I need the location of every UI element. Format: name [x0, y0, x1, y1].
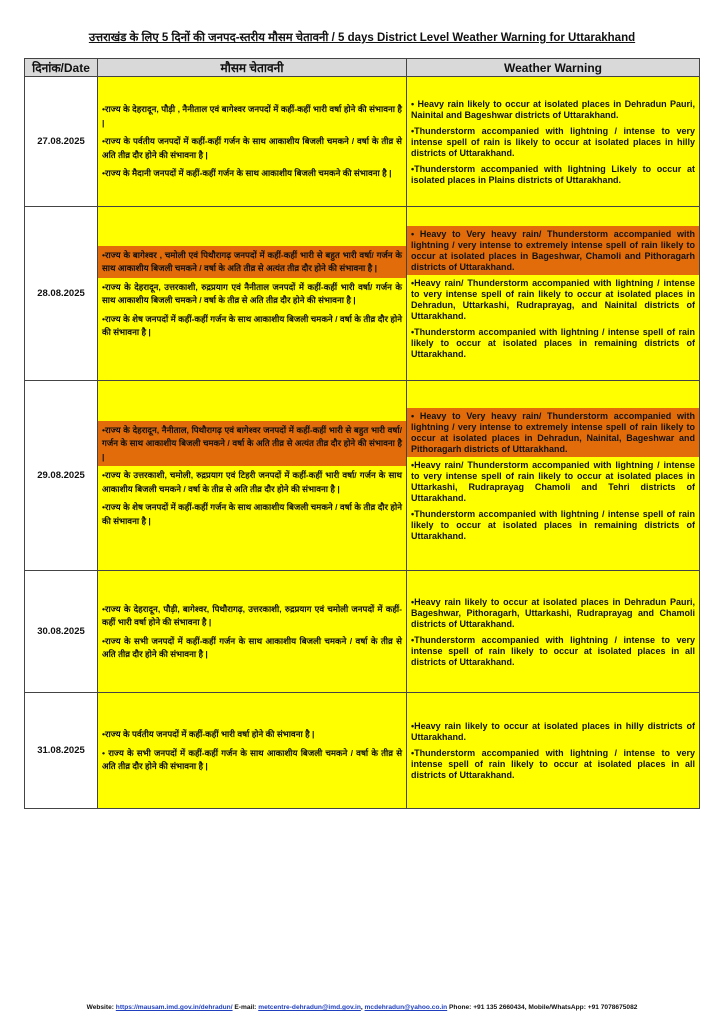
english-warning-cell	[407, 693, 700, 809]
hindi-warning-bullet: •राज्य के देहरादून, नैनीताल, पिथौरागढ़ एवं बागेश्वर जनपदों में कहीं-कहीं भारी से बहुत भारी वर्षा/ गर्जन के साथ आकाशीय बिजली चमकने / वर्षा के अति तीव्र से अत्यंत तीव्र दौर होने की संभावना है |	[98, 421, 406, 467]
hindi-warning-bullet: •राज्य के देहरादून, पौड़ी, बागेश्वर, पिथौरागढ़, उत्तरकाशी, रुद्रप्रयाग एवं चमोली जनपदों में कहीं-कहीं भारी वर्षा होने की संभावना है |	[102, 603, 402, 627]
table-row	[25, 77, 700, 207]
english-warning-bullet: • Heavy rain likely to occur at isolated places in Dehradun Pauri, Nainital and Bageshwar districts of Uttarakhand.	[411, 98, 695, 120]
footer-sep: ,	[360, 1004, 365, 1011]
english-warning-cell	[407, 571, 700, 693]
hindi-warning-bullet: • राज्य के सभी जनपदों में कहीं-कहीं गर्जन के साथ आकाशीय बिजली चमकने / वर्षा के तीव्र से अति तीव्र दौर होने की संभावना है |	[102, 747, 402, 772]
hindi-warning-cell	[98, 77, 407, 207]
english-warning-bullet: •Heavy rain/ Thunderstorm accompanied with lightning / intense to very intense spell of rain likely to occur at isolated places in Dehradun, Uttarkashi, Rudraprayag, and Nainital districts of Uttarakhand.	[411, 277, 695, 321]
footer-email-link-1[interactable]: metcentre-dehradun@imd.gov.in	[258, 1004, 361, 1011]
hindi-warning-bullet: •राज्य के पर्वतीय जनपदों में कहीं-कहीं गर्जन के साथ आकाशीय बिजली चमकने / वर्षा के तीव्र से अति तीव्र दौर होने की संभावना है |	[102, 136, 402, 160]
table-row	[25, 381, 700, 571]
english-warning-bullet: • Heavy to Very heavy rain/ Thunderstorm accompanied with lightning / very intense to extremely intense spell of rain likely to occur at isolated places in Dehradun, Nainital, Bageshwar and Pithoragarh districts of Uttarakhand.	[407, 408, 699, 457]
english-warning-cell	[407, 207, 700, 381]
english-warning-bullet: •Thunderstorm accompanied with lightning / intense to very intense spell of rain likely to occur at isolated places in all districts of Uttarakhand.	[411, 748, 695, 780]
english-warning-cell	[407, 381, 700, 571]
footer-website-link[interactable]: https://mausam.imd.gov.in/dehradun/	[115, 1004, 233, 1011]
table-row	[25, 207, 700, 381]
page-title: उत्तराखंड के लिए 5 दिनों की जनपद-स्तरीय मौसम चेतावनी / 5 days District Level Weather Warning for Uttarakhand	[88, 32, 636, 44]
hindi-warning-bullet: •राज्य के मैदानी जनपदों में कहीं-कहीं गर्जन के साथ आकाशीय बिजली चमकने की संभावना है |	[102, 168, 392, 179]
english-warning-bullet: •Thunderstorm accompanied with lightning / intense spell of rain likely to occur at isolated places in remaining districts of Uttarakhand.	[411, 508, 695, 541]
hindi-warning-cell	[98, 571, 407, 693]
footer-website-label: Website:	[86, 1004, 116, 1011]
footer-phone: Phone: +91 135 2660434, Mobile/WhatsApp: +91 7078675082	[447, 1004, 638, 1011]
hindi-warning-bullet: •राज्य के शेष जनपदों में कहीं-कहीं गर्जन के साथ आकाशीय बिजली चमकने / वर्षा के तीव्र दौर होने की संभावना है |	[102, 313, 402, 337]
table-row	[25, 693, 700, 809]
hindi-warning-bullet: •राज्य के शेष जनपदों में कहीं-कहीं गर्जन के साथ आकाशीय बिजली चमकने / वर्षा के तीव्र दौर होने की संभावना है |	[102, 502, 402, 526]
hindi-warning-bullet: •राज्य के देहरादून, उत्तरकाशी, रुद्रप्रयाग एवं नैनीताल जनपदों में कहीं-कहीं भारी वर्षा/ गर्जन के साथ आकाशीय बिजली चमकने / वर्षा के तीव्र से अति तीव्र दौर होने की संभावना है |	[102, 281, 402, 305]
english-warning-cell	[407, 77, 700, 207]
warning-table	[24, 58, 700, 809]
english-warning-bullet: •Thunderstorm accompanied with lightning / intense to very intense spell of rain likely to occur at isolated places in all districts of Uttarakhand.	[411, 634, 695, 667]
table-header-row	[25, 59, 700, 77]
footer-email-link-2[interactable]: mcdehradun@yahoo.co.in	[364, 1004, 448, 1011]
hindi-warning-cell	[98, 381, 407, 571]
row-date: 30.08.2025	[25, 571, 98, 693]
table-row	[25, 571, 700, 693]
hindi-warning-bullet: •राज्य के देहरादून, पौड़ी , नैनीताल एवं बागेश्वर जनपदों में कहीं-कहीं भारी वर्षा होने की संभावना है |	[102, 104, 402, 128]
footer	[0, 1004, 724, 1011]
english-warning-bullet: •Heavy rain/ Thunderstorm accompanied with lightning / intense to very intense spell of rain likely to occur at isolated places in Uttarkashi, Rudraprayag Chamoli and Tehri districts of Uttarakhand.	[411, 459, 695, 503]
header-english-warning: Weather Warning	[407, 59, 700, 77]
hindi-warning-bullet: •राज्य के सभी जनपदों में कहीं-कहीं गर्जन के साथ आकाशीय बिजली चमकने / वर्षा के तीव्र से अति तीव्र दौर होने की संभावना है |	[102, 635, 402, 659]
english-warning-bullet: •Thunderstorm accompanied with lightning / intense to very intense spell of rain is likely to occur at isolated places in hilly districts of Uttarakhand.	[411, 125, 695, 158]
english-warning-bullet: •Thunderstorm accompanied with lightning / intense spell of rain likely to occur at isolated places in remaining districts of Uttarakhand.	[411, 326, 695, 359]
row-date: 29.08.2025	[25, 381, 98, 571]
hindi-warning-bullet: •राज्य के बागेश्वर , चमोली एवं पिथौरागढ़ जनपदों में कहीं-कहीं भारी से बहुत भारी वर्षा/ गर्जन के साथ आकाशीय बिजली चमकने / वर्षा के अति तीव्र से अत्यंत तीव्र दौर होने की संभावना है |	[98, 246, 406, 278]
hindi-warning-cell	[98, 207, 407, 381]
english-warning-bullet: • Heavy to Very heavy rain/ Thunderstorm accompanied with lightning / very intense to extremely intense spell of rain likely to occur at isolated places in Bageshwar, Chamoli and Pithoragarh districts of Uttarakhand.	[407, 226, 699, 275]
hindi-warning-bullet: •राज्य के उत्तरकाशी, चमोली, रुद्रप्रयाग एवं टिहरी जनपदों में कहीं-कहीं भारी वर्षा/ गर्जन के साथ आकाशीय बिजली चमकने / वर्षा के तीव्र से अति तीव्र दौर होने की संभावना है |	[102, 470, 402, 494]
header-hindi-warning: मौसम चेतावनी	[98, 59, 407, 77]
english-warning-bullet: •Heavy rain likely to occur at isolated places in Dehradun Pauri, Bageshwar, Pithoragarh, Uttarkashi, Rudraprayag and Chamoli districts of Uttarakhand.	[411, 596, 695, 629]
row-date: 27.08.2025	[25, 77, 98, 207]
hindi-warning-bullet: •राज्य के पर्वतीय जनपदों में कहीं-कहीं भारी वर्षा होने की संभावना है |	[102, 729, 315, 740]
english-warning-bullet: •Heavy rain likely to occur at isolated places in hilly districts of Uttarakhand.	[411, 721, 695, 742]
footer-email-label: E-mail:	[232, 1004, 259, 1011]
english-warning-bullet: •Thunderstorm accompanied with lightning Likely to occur at isolated places in Plains districts of Uttarakhand.	[411, 163, 695, 185]
row-date: 31.08.2025	[25, 693, 98, 809]
row-date: 28.08.2025	[25, 207, 98, 381]
header-date: दिनांक/Date	[25, 59, 98, 77]
hindi-warning-cell	[98, 693, 407, 809]
